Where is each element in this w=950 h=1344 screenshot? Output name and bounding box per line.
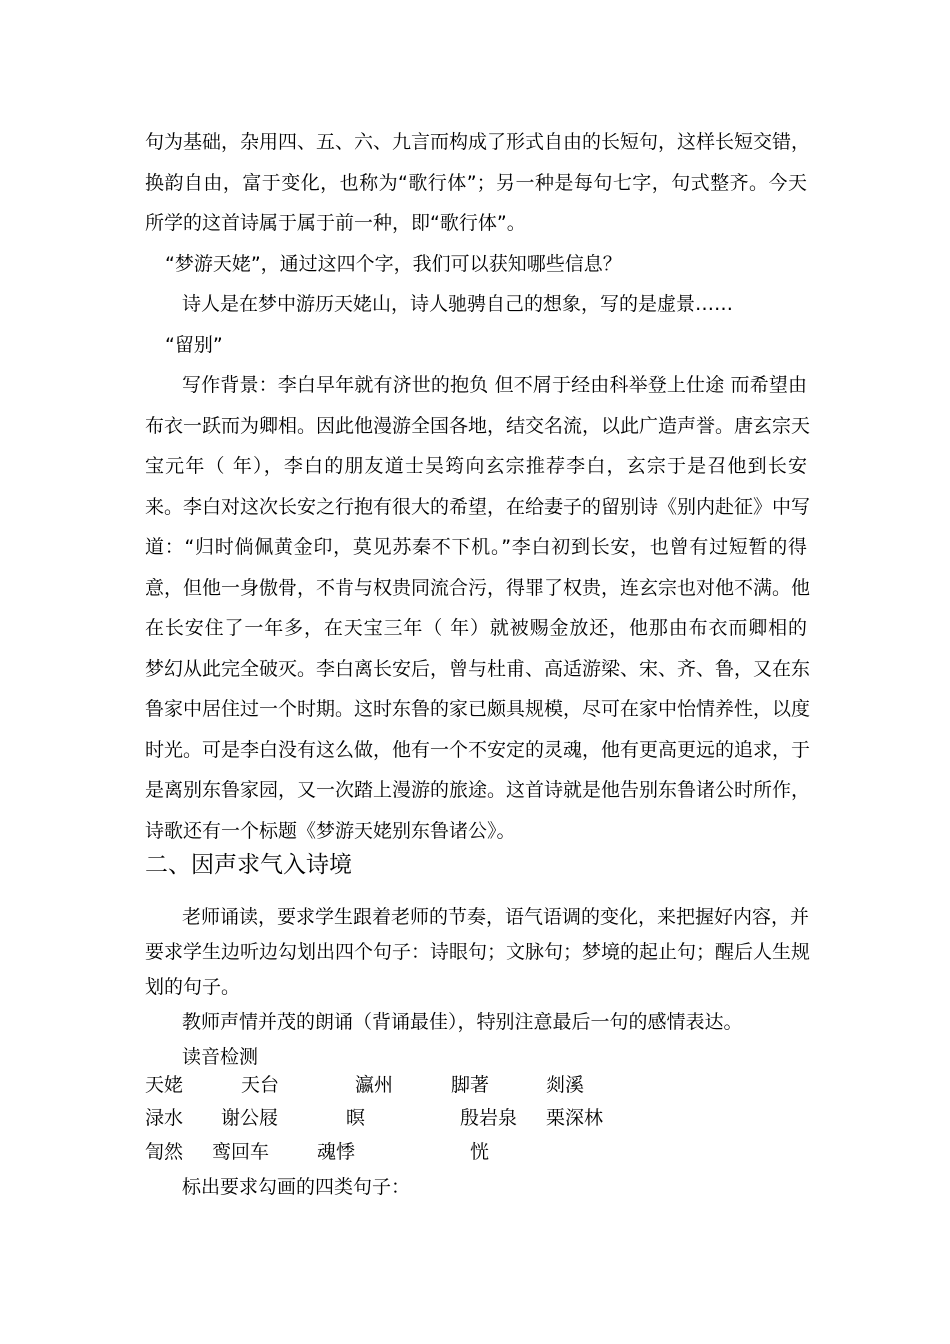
word-item: 栗深林	[546, 1107, 604, 1129]
background-line: 布衣一跃而为卿相。因此他漫游全国各地，结交名流，以此广造声誉。唐玄宗天	[145, 415, 811, 437]
background-line: 意，但他一身傲骨，不肯与权贵同流合污，得罪了权贵，连玄宗也对他不满。他	[145, 577, 811, 599]
background-line: 梦幻从此完全破灭。李白离长安后，曾与杜甫、高适游梁、宋、齐、鲁，又在东	[145, 658, 811, 680]
background-line: 鲁家中居住过一个时期。这时东鲁的家已颇具规模，尽可在家中怡情养性，以度	[145, 698, 811, 720]
word-item: 暝	[346, 1107, 366, 1129]
recitation-line: 教师声情并茂的朗诵（背诵最佳），特别注意最后一句的感情表达。	[182, 1011, 743, 1033]
background-line: 道：“归时倘佩黄金印，莫见苏秦不下机。”李白初到长安，也曾有过短暂的得	[145, 536, 807, 558]
background-line: 诗歌还有一个标题《梦游天姥别东鲁诸公》。	[145, 820, 516, 842]
word-item: 天姥	[145, 1074, 184, 1096]
word-item: 天台	[241, 1074, 280, 1096]
word-item: 瀛州	[355, 1074, 394, 1096]
instruction-line: 划的句子。	[145, 976, 241, 998]
pronunciation-label: 读音检测	[182, 1046, 259, 1068]
instruction-line: 老师诵读，要求学生跟着老师的节奏，语气语调的变化，来把握好内容，并	[182, 906, 810, 928]
background-line: 宝元年（ 年），李白的朋友道士吴筠向玄宗推荐李白，玄宗于是召他到长安	[145, 455, 807, 477]
background-line: 在长安住了一年多，在天宝三年（ 年）就被赐金放还，他那由布衣而卿相的	[145, 617, 807, 639]
paragraph-line: 所学的这首诗属于属于前一种，即“歌行体”。	[145, 212, 526, 234]
mark-label: 标出要求勾画的四类句子：	[182, 1176, 411, 1198]
word-item: 谢公屐	[221, 1107, 279, 1129]
background-line: 是离别东鲁家园，又一次踏上漫游的旅途。这首诗就是他告别东鲁诸公时所作，	[145, 779, 811, 801]
word-item: 渌水	[145, 1107, 184, 1129]
question-line: “梦游天姥”，通过这四个字，我们可以获知哪些信息？	[165, 253, 622, 275]
instruction-line: 要求学生边听边勾划出四个句子：诗眼句；文脉句；梦境的起止句；醒后人生规	[145, 941, 811, 963]
paragraph-line: 句为基础，杂用四、五、六、九言而构成了形式自由的长短句，这样长短交错，	[145, 131, 811, 153]
paragraph-line: 换韵自由，富于变化，也称为“歌行体”；另一种是每句七字，句式整齐。今天	[145, 172, 807, 194]
word-item: 訇然	[145, 1141, 184, 1163]
background-line: 时光。可是李白没有这么做，他有一个不安定的灵魂，他有更高更远的追求，于	[145, 739, 811, 761]
background-line: 写作背景：李白早年就有济世的抱负 但不屑于经由科举登上仕途 而希望由	[182, 374, 807, 396]
word-item: 脚著	[451, 1074, 490, 1096]
word-item: 鸾回车	[212, 1141, 270, 1163]
background-line: 来。李白对这次长安之行抱有很大的希望，在给妻子的留别诗《别内赴征》中写	[145, 496, 811, 518]
section-heading: 二、因声求气入诗境	[145, 852, 352, 878]
answer-line: 诗人是在梦中游历天姥山，诗人驰骋自己的想象，写的是虚景……	[182, 293, 734, 315]
word-item: 恍	[470, 1141, 490, 1163]
word-item: 殷岩泉	[460, 1107, 518, 1129]
word-item: 魂悸	[317, 1141, 356, 1163]
word-item: 剡溪	[546, 1074, 585, 1096]
farewell-line: “留别”	[165, 334, 223, 356]
